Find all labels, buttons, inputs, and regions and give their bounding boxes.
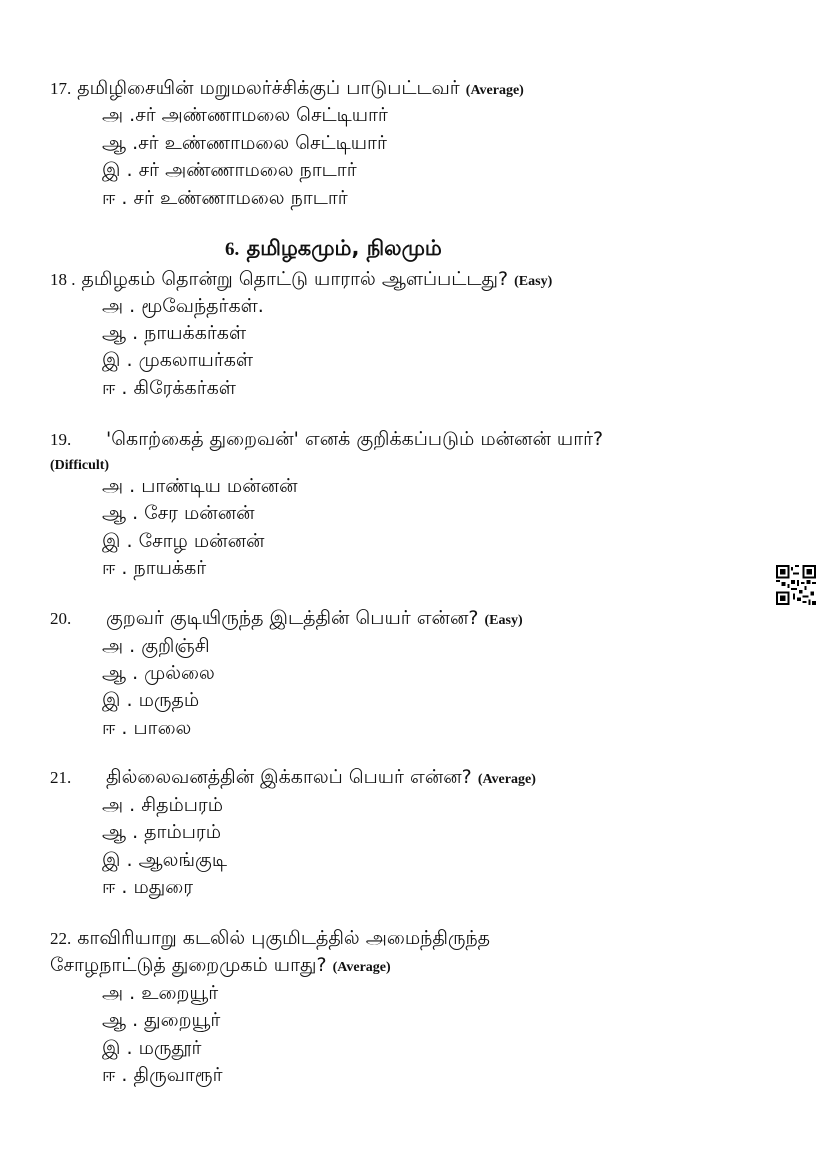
option-d: ஈ . நாயக்கர் [102,557,207,579]
option-c: இ . சோழ மன்னன் [102,530,265,552]
option-a: அ . மூவேந்தர்கள். [102,295,264,317]
difficulty-label: (Average) [332,960,391,975]
question-22 [50,926,490,951]
question-number: 18 . [50,270,76,289]
section-title: தமிழகமும், நிலமும் [246,236,442,260]
option-c: இ . மருதூர் [102,1037,202,1059]
option-c: இ . சர் அண்ணாமலை நாடார் [102,159,357,181]
option-b: ஆ . துறையூர் [102,1009,221,1031]
option-b: ஆ . நாயக்கர்கள் [102,322,247,344]
difficulty-label: (Easy) [514,274,553,289]
question-text: தமிழகம் தொன்று தொட்டு யாரால் ஆளப்பட்டது? [81,268,509,290]
question-19 [50,427,603,452]
section-heading [225,236,442,262]
question-number: 17. [50,79,72,98]
question-number: 22. [50,929,72,948]
question-18 [50,267,552,294]
option-b: ஆ . தாம்பரம் [102,821,221,843]
qr-code-icon [776,565,816,605]
question-21 [50,765,536,792]
difficulty-label: (Difficult) [50,458,110,473]
question-text: 'கொற்கைத் துறைவன்' எனக் குறிக்கப்படும் மன்னன் யார்? [106,428,604,450]
option-a: அ .சர் அண்ணாமலை செட்டியார் [102,104,388,126]
question-number: 19. [50,430,72,449]
section-number: 6. [225,239,240,260]
question-17 [50,76,524,103]
option-b: ஆ . சேர மன்னன் [102,502,255,524]
question-text: தில்லைவனத்தின் இக்காலப் பெயர் என்ன? [106,766,472,788]
option-d: ஈ . கிரேக்கர்கள் [102,377,236,399]
difficulty-label: (Average) [477,772,536,787]
question-number: 21. [50,768,72,787]
option-d: ஈ . சர் உண்ணாமலை நாடார் [102,187,348,209]
difficulty-label: (Average) [465,83,524,98]
question-text: காவிரியாறு கடலில் புகுமிடத்தில் அமைந்திருந்த [77,927,491,949]
option-a: அ . உறையூர் [102,982,219,1004]
option-d: ஈ . மதுரை [102,876,194,898]
difficulty-label: (Easy) [484,613,523,628]
question-22-continued [50,953,391,980]
option-d: ஈ . திருவாரூர் [102,1064,223,1086]
option-a: அ . குறிஞ்சி [102,635,210,657]
question-20 [50,606,523,633]
question-text: குறவர் குடியிருந்த இடத்தின் பெயர் என்ன? [106,607,479,629]
question-text: சோழநாட்டுத் துறைமுகம் யாது? [50,954,327,976]
option-a: அ . சிதம்பரம் [102,794,224,816]
option-c: இ . மருதம் [102,689,200,711]
option-c: இ . முகலாயர்கள் [102,349,254,371]
option-c: இ . ஆலங்குடி [102,849,227,871]
option-b: ஆ . முல்லை [102,662,215,684]
option-d: ஈ . பாலை [102,717,192,739]
option-a: அ . பாண்டிய மன்னன் [102,475,298,497]
question-number: 20. [50,609,72,628]
option-b: ஆ .சர் உண்ணாமலை செட்டியார் [102,132,387,154]
question-text: தமிழிசையின் மறுமலர்ச்சிக்குப் பாடுபட்டவர் [77,77,460,99]
